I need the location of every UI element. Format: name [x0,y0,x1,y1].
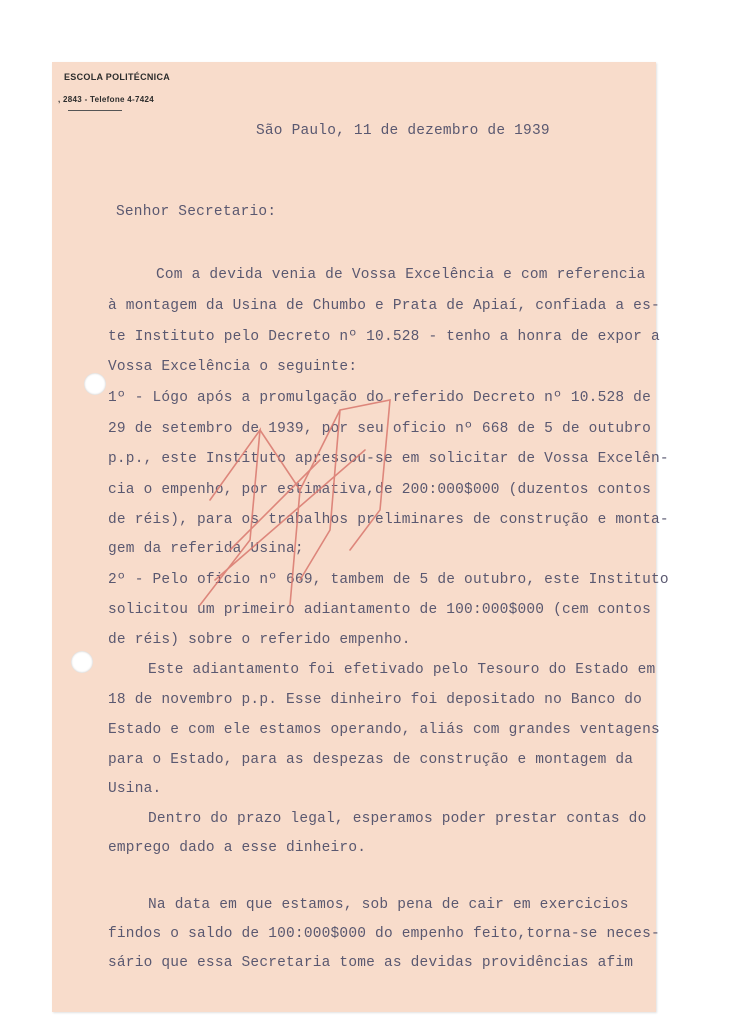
body-line: cia o empenho, por estimativa,de 200:000$000 (duzentos contos [108,482,651,498]
body-line: Este adiantamento foi efetivado pelo Tesouro do Estado em [148,662,656,678]
body-line: emprego dado a esse dinheiro. [108,840,367,856]
body-line: sário que essa Secretaria tome as devidas providências afim [108,955,634,971]
body-line: para o Estado, para as despezas de construção e montagem da [108,752,634,768]
body-line: solicitou um primeiro adiantamento de 100:000$000 (cem contos [108,602,651,618]
body-line: Usina. [108,781,162,797]
salutation: Senhor Secretario: [116,204,277,220]
body-line: 1º - Lógo após a promulgação do referido Decreto nº 10.528 de [108,390,651,406]
body-line: findos o saldo de 100:000$000 do empenho feito,torna-se neces- [108,926,660,942]
body-line: gem da referida Usina; [108,541,304,557]
body-line: Estado e com ele estamos operando, aliás com grandes ventagens [108,722,660,738]
body-line: p.p., este Instituto apressou-se em solicitar de Vossa Excelên- [108,451,669,467]
letterhead-contact: , 2843 - Telefone 4-7424 [58,95,154,104]
body-line: Com a devida venia de Vossa Excelência e com referencia [156,267,646,283]
body-line: Vossa Excelência o seguinte: [108,359,358,375]
punch-hole-bottom [71,651,93,673]
body-line: à montagem da Usina de Chumbo e Prata de Apiaí, confiada a es- [108,298,660,314]
body-line: 2º - Pelo oficio nº 669, tambem de 5 de outubro, este Instituto [108,572,669,588]
body-line: de réis) sobre o referido empenho. [108,632,411,648]
body-line: te Instituto pelo Decreto nº 10.528 - tenho a honra de expor a [108,329,660,345]
letterhead-school: ESCOLA POLITÉCNICA [64,72,171,82]
body-line: 18 de novembro p.p. Esse dinheiro foi depositado no Banco do [108,692,643,708]
body-line: Na data em que estamos, sob pena de cair em exercicios [148,897,629,913]
letterhead-rule [68,110,122,111]
body-line: Dentro do prazo legal, esperamos poder prestar contas do [148,811,647,827]
body-line: 29 de setembro de 1939, por seu oficio nº 668 de 5 de outubro [108,421,651,437]
body-line: de réis), para os trabalhos preliminares de construção e monta- [108,512,669,528]
dateline: São Paulo, 11 de dezembro de 1939 [256,123,550,139]
punch-hole-top [84,373,106,395]
watermark-stamp [190,390,420,650]
